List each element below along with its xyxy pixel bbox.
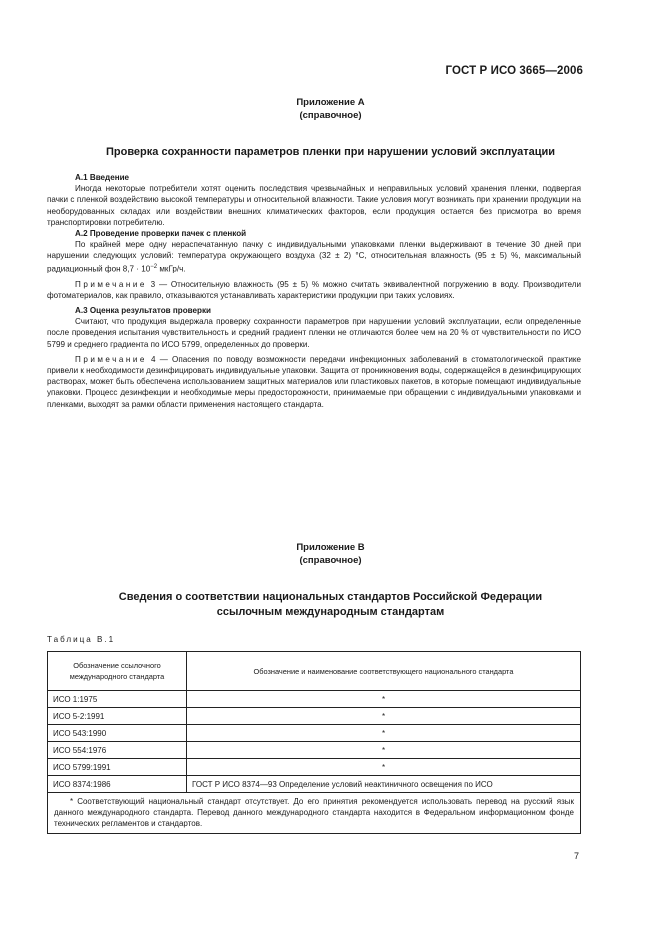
reference-standards-table bbox=[47, 651, 581, 834]
annex-b-status: (справочное) bbox=[299, 555, 362, 566]
table-row bbox=[48, 725, 581, 742]
section-a2-text-main: По крайней мере одну нераспечатанную пачку с индивидуальными упаковками пленки выдерживают в течение 30 дней при нарушении следующих условий: температура окружающего воздуха (32 ± 2) °С, относительная влажность (95 ± 5) %, максимальный радиационный фон 8,7 · 10 bbox=[47, 240, 581, 274]
table-row bbox=[48, 691, 581, 708]
table-caption: Таблица В.1 bbox=[47, 635, 116, 644]
note-3-text: 3 — Относительную влажность (95 ± 5) % можно считать эквивалентной погружению в воду. Производители фотоматериалов, как правило, отказываются устанавливать характеристики продукции при таких условиях. bbox=[47, 279, 581, 300]
intl-standard-cell: ИСО 5799:1991 bbox=[48, 759, 187, 776]
national-standard-cell: * bbox=[187, 708, 581, 725]
annex-b-title bbox=[0, 590, 661, 620]
annex-a-status: (справочное) bbox=[299, 110, 362, 121]
table-row bbox=[48, 708, 581, 725]
intl-standard-cell: ИСО 8374:1986 bbox=[48, 776, 187, 793]
note-3 bbox=[47, 279, 581, 301]
col1-header: Обозначение ссылочного международного стандарта bbox=[48, 652, 187, 691]
intl-standard-cell: ИСО 543:1990 bbox=[48, 725, 187, 742]
section-a2-unit: мкГр/ч. bbox=[157, 264, 186, 274]
intl-standard-cell: ИСО 554:1976 bbox=[48, 742, 187, 759]
table-header-row bbox=[48, 652, 581, 691]
table-row bbox=[48, 742, 581, 759]
section-a3-title: А.3 Оценка результатов проверки bbox=[75, 305, 211, 315]
intl-standard-cell: ИСО 1:1975 bbox=[48, 691, 187, 708]
page-number: 7 bbox=[573, 851, 579, 861]
national-standard-cell: ГОСТ Р ИСО 8374—93 Определение условий неактиничного освещения по ИСО bbox=[187, 776, 581, 793]
table-footnote bbox=[48, 793, 581, 834]
section-a2-exponent: −2 bbox=[150, 263, 158, 270]
note-4 bbox=[47, 354, 581, 410]
annex-a-label: Приложение А bbox=[296, 97, 365, 108]
annex-a-body bbox=[47, 172, 581, 410]
section-a2-title: А.2 Проведение проверки пачек с пленкой bbox=[75, 229, 247, 239]
col2-header: Обозначение и наименование соответствующего национального стандарта bbox=[187, 652, 581, 691]
table-footnote-text: * Соответствующий национальный стандарт отсутствует. До его принятия рекомендуется использовать перевод на русский язык данного международного стандарта. Перевод данного международного стандарта находится в Федеральном информационном фонде технических регламентов и стандартов. bbox=[54, 797, 574, 829]
section-a3-text: Считают, что продукция выдержала проверку сохранности параметров при нарушении условий эксплуатации, если определенные после проведения испытания чувствительность и средний градиент пленки не отличаются более чем на 20 % от чувствительности по ИСО 5799 и среднего градиента по ИСО 5799, определенных до проверки. bbox=[47, 317, 581, 349]
national-standard-cell: * bbox=[187, 725, 581, 742]
section-a2-text bbox=[47, 239, 581, 274]
annex-a-heading bbox=[0, 96, 661, 122]
annex-b-label: Приложение В bbox=[296, 542, 365, 553]
table-row bbox=[48, 776, 581, 793]
note-4-label: Примечание bbox=[75, 354, 147, 364]
annex-b-title-line2: ссылочным международным стандартам bbox=[216, 606, 445, 618]
standard-designation: ГОСТ Р ИСО 3665—2006 bbox=[445, 65, 583, 77]
table-row bbox=[48, 759, 581, 776]
section-a1-title: А.1 Введение bbox=[75, 173, 130, 182]
note-3-label: Примечание bbox=[75, 279, 147, 289]
annex-b-heading bbox=[0, 541, 661, 567]
national-standard-cell: * bbox=[187, 691, 581, 708]
table-footnote-row bbox=[48, 793, 581, 834]
annex-a-title: Проверка сохранности параметров пленки при нарушении условий эксплуатации bbox=[105, 146, 556, 158]
national-standard-cell: * bbox=[187, 759, 581, 776]
annex-b-title-line1: Сведения о соответствии национальных стандартов Российской Федерации bbox=[118, 591, 543, 603]
national-standard-cell: * bbox=[187, 742, 581, 759]
section-a1-text: Иногда некоторые потребители хотят оценить последствия чрезвычайных и неправильных условий хранения пленки, подвергая пачки с пленкой воздействию высокой температуры и относительной влажности. Такие условия могут возникать при хранении продукции на необорудованных складах или воздействии внешних климатических факторов, если продукция остается без присмотра во время транспортировки потребителю. bbox=[47, 184, 581, 227]
intl-standard-cell: ИСО 5-2:1991 bbox=[48, 708, 187, 725]
note-4-text: 4 — Опасения по поводу возможности передачи инфекционных заболеваний в стоматологической практике привели к необходимости дезинфицировать индивидуальные упаковки. Защита от проникновения воды, содержащейся в дезинфицирующих растворах, может быть обеспечена использованием защитных материалов или пластиковых пакетов, в которые помещают индивидуальные упаковки. Процесс дезинфекции и необходимые меры предосторожности, принимаемые при обращении с индивидуальными упаковками и пленками, выходят за рамки области применения настоящего стандарта. bbox=[47, 354, 581, 409]
